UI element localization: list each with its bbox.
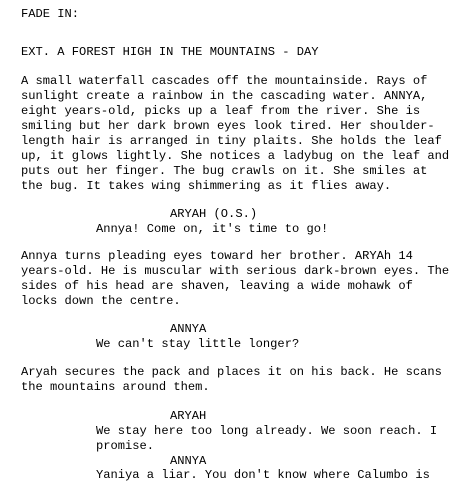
dialogue-line: We stay here too long already. We soon reach. I bbox=[96, 424, 438, 438]
action-line: Aryah secures the pack and places it on his back. He scans bbox=[21, 365, 442, 379]
action-line: Annya turns pleading eyes toward her brother. ARYAh 14 bbox=[21, 249, 413, 263]
character-cue: ARYAH bbox=[170, 409, 207, 423]
action-line: length hair is arranged in tiny plaits. She holds the leaf bbox=[21, 134, 442, 148]
character-cue: ANNYA bbox=[170, 322, 207, 336]
action-line: sides of his head are shaven, leaving a wide mohawk of bbox=[21, 279, 413, 293]
transition: FADE IN: bbox=[21, 7, 80, 21]
action-line: sunlight create a rainbow in the cascading water. ANNYA, bbox=[21, 89, 428, 103]
scene-heading: EXT. A FOREST HIGH IN THE MOUNTAINS - DAY bbox=[21, 45, 319, 59]
action-line: the bug. It takes wing shimmering as it flies away. bbox=[21, 179, 392, 193]
action-line: locks down the centre. bbox=[21, 294, 181, 308]
action-line: eight years-old, picks up a leaf from the river. She is bbox=[21, 104, 421, 118]
action-line: puts out her finger. The bug crawls on it. She smiles at bbox=[21, 164, 428, 178]
character-cue: ARYAH (O.S.) bbox=[170, 207, 258, 221]
dialogue-line: Yaniya a liar. You don't know where Calumbo is bbox=[96, 468, 430, 482]
dialogue-line: promise. bbox=[96, 439, 155, 453]
action-line: smiling but her dark brown eyes look tired. Her shoulder- bbox=[21, 119, 435, 133]
dialogue-line: We can't stay little longer? bbox=[96, 337, 300, 351]
action-line: A small waterfall cascades off the mountainside. Rays of bbox=[21, 74, 428, 88]
action-line: years-old. He is muscular with serious dark-brown eyes. The bbox=[21, 264, 450, 278]
dialogue-line: Annya! Come on, it's time to go! bbox=[96, 222, 329, 236]
action-line: up, it glows lightly. She notices a ladybug on the leaf and bbox=[21, 149, 450, 163]
action-line: the mountains around them. bbox=[21, 380, 210, 394]
character-cue: ANNYA bbox=[170, 454, 207, 468]
